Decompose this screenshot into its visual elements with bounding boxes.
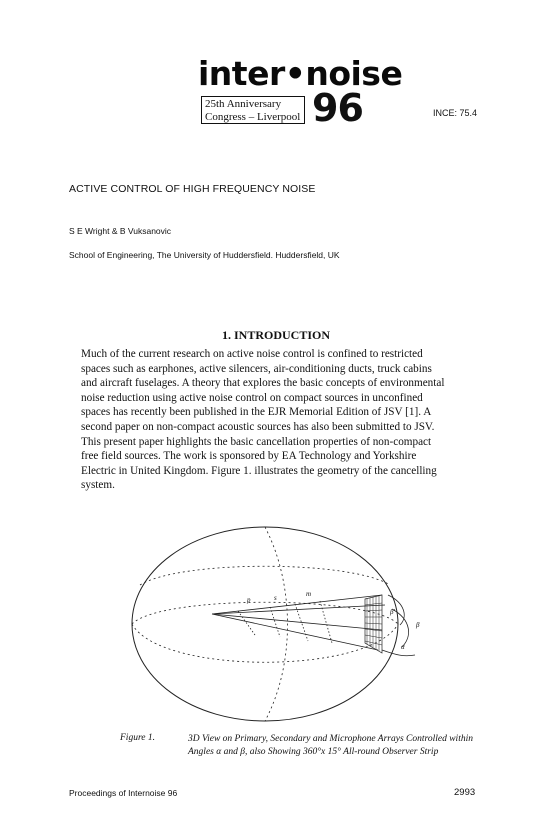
body-line: free field sources. The work is sponsored by EA Technology and Yorkshire [81, 450, 417, 463]
body-line: spaces has recently been published in the EJR Memorial Edition of JSV [1]. A [81, 406, 432, 419]
wedge-ray-mid [212, 614, 382, 630]
wedge-ray-top [212, 595, 382, 614]
figure-caption-label: Figure 1. [120, 733, 156, 743]
body-line: Much of the current research on active noise control is confined to restricted [81, 348, 423, 360]
paper-title: ACTIVE CONTROL OF HIGH FREQUENCY NOISE [69, 183, 316, 195]
page-number: 2993 [454, 787, 476, 798]
body-line: noise reduction using active noise control on compact sources in unconfined [81, 391, 423, 404]
running-footer: Proceedings of Internoise 96 [69, 788, 178, 798]
array-line [320, 601, 332, 643]
paper-code: INCE: 75.4 [433, 108, 478, 118]
anniversary-line-2: Congress – Liverpool [205, 110, 301, 123]
body-line: second paper on non-compact acoustic sources has also been submitted to JSV. [81, 420, 435, 433]
conference-year: 96 [312, 86, 363, 130]
wedge-ray-bottom [212, 614, 378, 650]
label-m: m [306, 590, 312, 598]
anniversary-line-1: 25th Anniversary [205, 98, 282, 110]
paper-affiliation: School of Engineering, The University of Huddersfield. Huddersfield, UK [69, 250, 340, 260]
equator-back [132, 602, 398, 624]
sphere-outline [132, 527, 398, 721]
caption-line: 3D View on Primary, Secondary and Microphone Arrays Controlled within [188, 734, 473, 744]
body-line: Electric in United Kingdom. Figure 1. illustrates the geometry of the cancelling [81, 464, 437, 477]
anniversary-box [201, 96, 305, 124]
body-line: system. [81, 479, 115, 492]
section-body [81, 347, 476, 493]
figure-sphere-diagram [120, 525, 440, 725]
upper-strip [140, 566, 390, 585]
label-beta-prime: β' [390, 608, 395, 616]
caption-line: Angles α and β, also Showing 360°x 15° All-round Observer Strip [188, 747, 439, 757]
label-p: p [247, 596, 251, 604]
label-s: s [274, 594, 277, 602]
figure-caption [188, 733, 473, 759]
label-beta: β [416, 621, 420, 629]
body-line: spaces such as earphones, active silencers, air-conditioning ducts, truck cabins [81, 362, 432, 375]
meridian [265, 527, 288, 721]
conference-logo-wordmark: inter•noise [198, 54, 403, 93]
body-line: This present paper highlights the basic cancellation properties of non-compact [81, 435, 432, 448]
label-alpha: α [401, 643, 405, 651]
observer-strip-hatch [365, 596, 382, 651]
angle-arc-alpha [382, 650, 415, 656]
equator-front [132, 624, 398, 662]
array-line [270, 607, 280, 637]
section-heading: 1. INTRODUCTION [221, 328, 330, 342]
body-line: and aircraft fuselages. A theory that explores the basic concepts of environmental [81, 377, 445, 390]
paper-authors: S E Wright & B Vuksanovic [69, 226, 172, 236]
